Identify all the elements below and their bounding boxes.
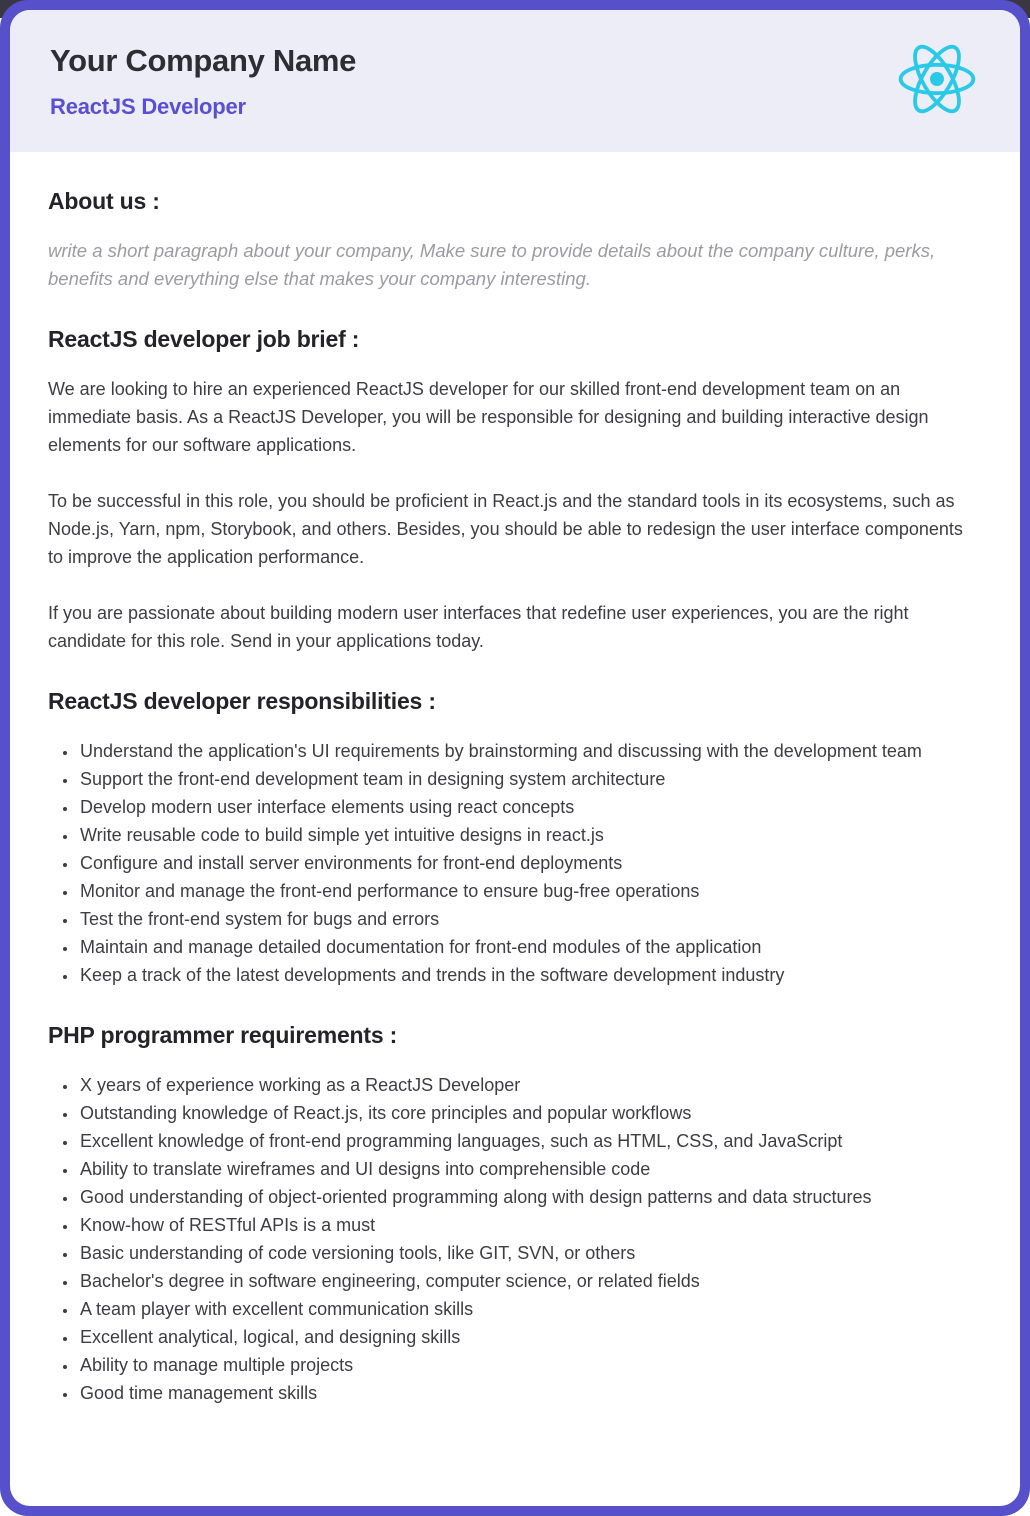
company-name: Your Company Name <box>50 43 357 78</box>
list-item: • Basic understanding of code versioning tools, like GIT, SVN, or others <box>78 1239 980 1267</box>
card-header <box>10 10 1020 152</box>
responsibilities-list <box>48 737 980 989</box>
responsibilities-heading: ReactJS developer responsibilities : <box>48 688 436 714</box>
list-item: • A team player with excellent communication skills <box>78 1295 980 1323</box>
list-item: • Maintain and manage detailed documentation for front-end modules of the application <box>78 933 980 961</box>
list-item: • Good time management skills <box>78 1379 980 1407</box>
list-item: • X years of experience working as a ReactJS Developer <box>78 1071 980 1099</box>
job-title: ReactJS Developer <box>50 93 246 119</box>
list-item: • Know-how of RESTful APIs is a must <box>78 1211 980 1239</box>
card-body <box>10 152 1020 1407</box>
list-item: • Ability to translate wireframes and UI designs into comprehensible code <box>78 1155 980 1183</box>
list-item: • Bachelor's degree in software engineering, computer science, or related fields <box>78 1267 980 1295</box>
list-item: • Write reusable code to build simple yet intuitive designs in react.js <box>78 821 980 849</box>
list-item: • Outstanding knowledge of React.js, its core principles and popular workflows <box>78 1099 980 1127</box>
list-item: • Configure and install server environments for front-end deployments <box>78 849 980 877</box>
list-item: • Excellent analytical, logical, and designing skills <box>78 1323 980 1351</box>
list-item: • Develop modern user interface elements using react concepts <box>78 793 980 821</box>
list-item: • Support the front-end development team in designing system architecture <box>78 765 980 793</box>
job-brief-heading: ReactJS developer job brief : <box>48 326 360 352</box>
job-brief-paragraph: To be successful in this role, you should be proficient in React.js and the standard tools in its ecosystems, such as Node.js, Yarn, npm, Storybook, and others. Besides, you should be able to redesign the user interface components to improve the application performance. <box>48 491 963 567</box>
react-logo-icon <box>898 43 976 120</box>
about-heading: About us : <box>48 188 160 214</box>
about-placeholder-text: write a short paragraph about your company, Make sure to provide details about the company culture, perks, benefits and everything else that makes your company interesting. <box>48 240 936 289</box>
requirements-heading: PHP programmer requirements : <box>48 1022 398 1048</box>
list-item: • Understand the application's UI requirements by brainstorming and discussing with the development team <box>78 737 980 765</box>
list-item: • Excellent knowledge of front-end programming languages, such as HTML, CSS, and JavaScript <box>78 1127 980 1155</box>
job-description-card <box>10 10 1020 1506</box>
list-item: • Good understanding of object-oriented programming along with design patterns and data structures <box>78 1183 980 1211</box>
list-item: • Ability to manage multiple projects <box>78 1351 980 1379</box>
list-item: • Test the front-end system for bugs and errors <box>78 905 980 933</box>
job-brief-paragraph: We are looking to hire an experienced ReactJS developer for our skilled front-end development team on an immediate basis. As a ReactJS Developer, you will be responsible for designing and building interactive design elements for our software applications. <box>48 379 929 455</box>
header-text-block <box>50 43 356 120</box>
list-item: • Monitor and manage the front-end performance to ensure bug-free operations <box>78 877 980 905</box>
requirements-list <box>48 1071 980 1407</box>
job-brief-paragraph: If you are passionate about building modern user interfaces that redefine user experiences, you are the right candidate for this role. Send in your applications today. <box>48 603 909 651</box>
list-item: • Keep a track of the latest developments and trends in the software development industry <box>78 961 980 989</box>
